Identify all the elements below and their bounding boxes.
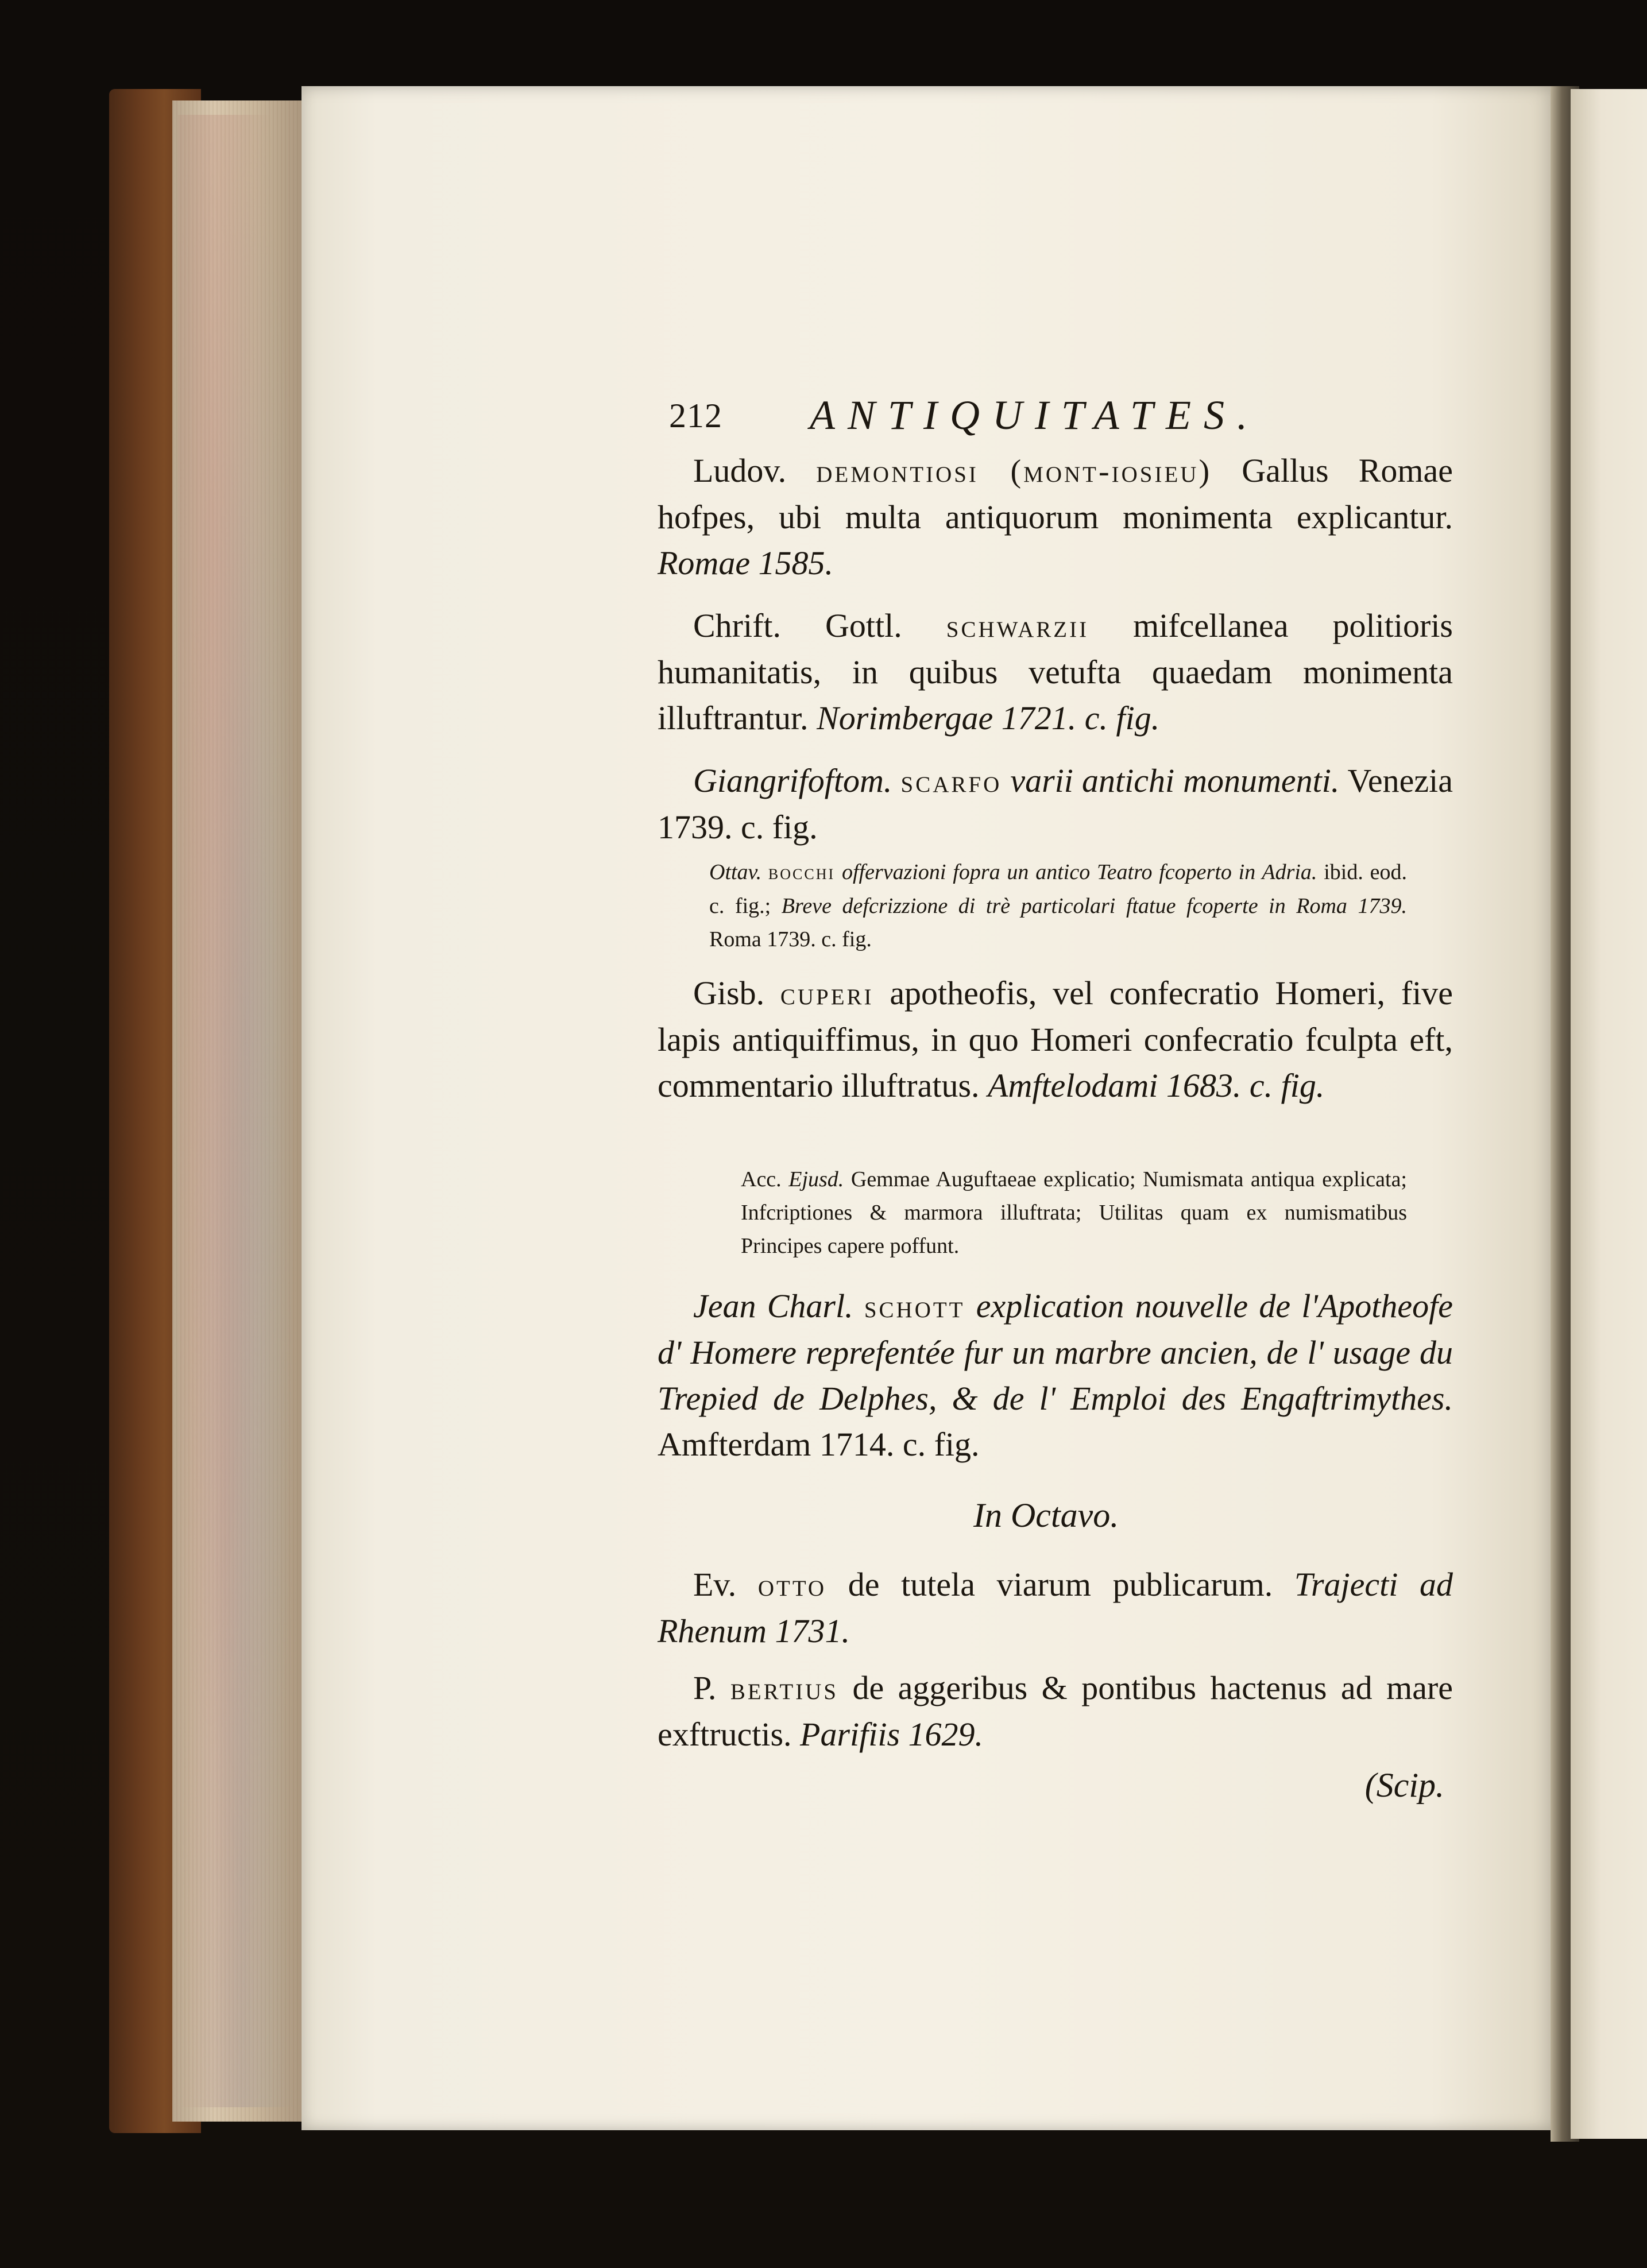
entry-imprint: Amftelodami 1683. c. fig. [988,1067,1325,1104]
entry-author-surname: demontiosi (mont-iosieu) [816,454,1212,489]
note-lead: Acc. [741,1167,782,1191]
note-cuperi-accedit [741,1163,1407,1263]
entry-text: mifcellanea politioris humanitatis, in quibus vetufta quaedam monimenta illuftrantur. [658,607,1453,737]
entry-imprint: Amfterdam 1714. c. fig. [658,1426,980,1463]
entry-imprint: Trajecti ad Rhenum 1731. [658,1566,1453,1650]
note-ejusdem: Ejusd. [788,1167,844,1191]
entry-scarfo [658,758,1453,850]
entry-title: explication nouvelle de l'Apotheofe d' Homere reprefentée fur un marbre ancien, de l' usage du Trepied de Delphes, & de l' Emploi des Engaftrimythes. [658,1287,1453,1417]
entry-author-surname: schott [864,1289,965,1325]
right-page-edge [1571,89,1647,2139]
entry-schott [658,1283,1453,1468]
entry-schwarzii [658,603,1453,741]
entry-imprint: Venezia 1739. c. fig. [658,762,1453,846]
entry-text: de aggeribus & pontibus hactenus ad mare exftructis. [658,1669,1453,1753]
note-text: Gemmae Auguftaeae explicatio; Numismata antiqua explicata; Infcriptiones & marmora illuftrata; Utilitas quam ex numismatibus Principes capere poffunt. [741,1167,1407,1258]
entry-author-surname: bertius [730,1671,838,1706]
entry-author-name: Ev. [693,1566,737,1603]
entry-text: de tutela viarum publicarum. [848,1566,1273,1603]
entry-author-name: Ludov. [693,452,787,489]
note-bocchi [709,856,1407,956]
entry-author-surname: cuperi [780,976,874,1012]
entry-cuperi [658,970,1453,1109]
entry-imprint: Romae 1585. [658,544,834,582]
note-imprint: Roma 1739. c. fig. [709,927,872,951]
note-title: offervazioni fopra un antico Teatro fcoperto in Adria. [841,860,1317,884]
entry-imprint: Parifiis 1629. [800,1716,984,1753]
entry-author-name: Gisb. [693,974,765,1012]
entry-author-surname: scarfo [900,764,1002,799]
entry-text: Gallus Romae hofpes, ubi multa antiquorum monimenta explicantur. [658,452,1453,536]
page-number: 212 [669,397,722,435]
catchword: (Scip. [1364,1766,1444,1804]
entry-title: varii antichi monumenti. [1010,762,1340,799]
entry-author-name: P. [693,1669,717,1706]
page-title: ANTIQUITATES. [810,392,1261,438]
entry-demontiosi [658,448,1453,586]
note-text: ibid. eod. c. fig.; [709,860,1407,918]
entry-author-surname: schwarzii [946,609,1089,644]
note-author-name: Ottav. [709,860,762,884]
entry-bertius [658,1665,1453,1758]
entry-author-surname: otto [757,1568,827,1603]
entry-author-name: Chrift. Gottl. [693,607,902,644]
entry-otto [658,1562,1453,1654]
marbled-endpaper [178,115,293,2107]
entry-author-name: Giangrifoftom. [693,762,892,799]
entry-imprint: Norimbergae 1721. c. fig. [817,699,1160,737]
entry-text: apotheofis, vel confecratio Homeri, five lapis antiquiffimus, in quo Homeri confecratio fculpta eft, commentario illuftratus. [658,974,1453,1104]
note-author-surname: bocchi [768,861,836,884]
note-title: Breve defcrizzione di trè particolari ftatue fcoperte in Roma 1739. [781,894,1407,918]
running-head [658,390,1456,448]
entry-author-name: Jean Charl. [693,1287,853,1325]
section-heading: In Octavo. [973,1496,1119,1534]
